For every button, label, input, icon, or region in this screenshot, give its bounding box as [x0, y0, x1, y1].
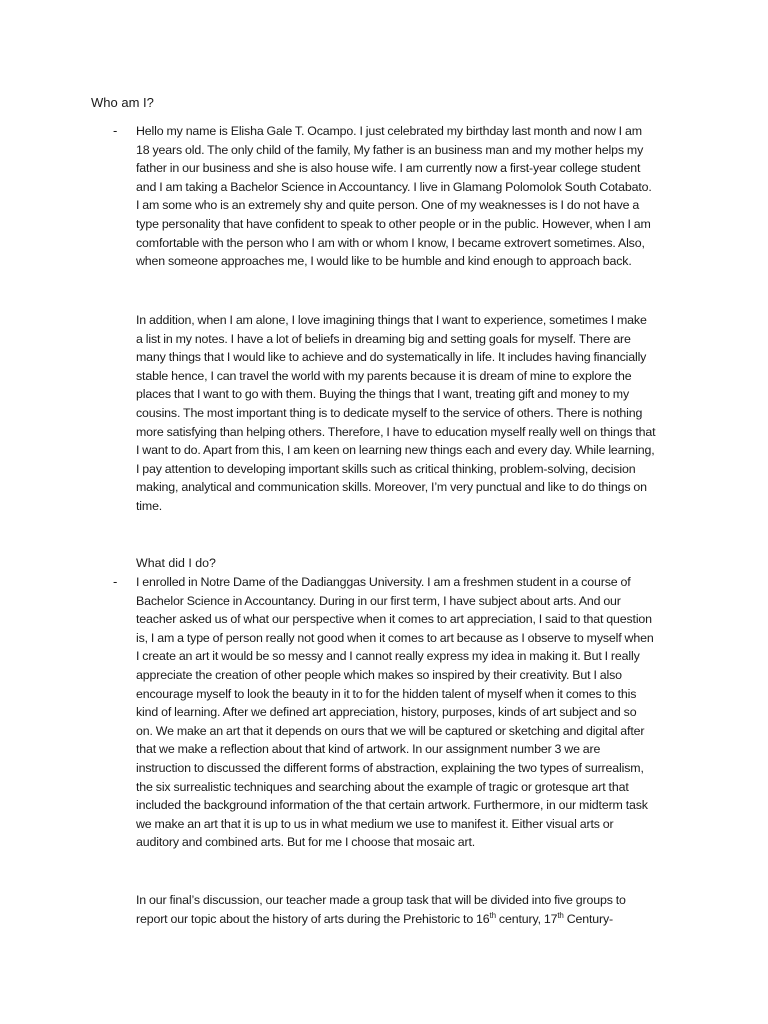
paragraph-goals: In addition, when I am alone, I love imagining things that I want to experience, sometimes I make a list in my notes. I have a lot of beliefs in dreaming big and setting goals for myself. There are many things that I would like to achieve and do systematically in life. It includes having financially stable hence, I can travel the world with my parents because it is dream of mine to explore the places that I want to go with them. Buying the things that I want, treating gift and money to my cousins. The most important thing is to dedicate myself to the service of others. There is nothing more satisfying than helping others. Therefore, I have to education myself really well on things that I want to do. Apart from this, I am keen on learning new things each and every day. While learning, I pay attention to developing important skills such as critical thinking, problem-solving, decision making, analytical and communication skills. Moreover, I’m very punctual and like to do things on time.: [136, 313, 656, 513]
finals-text-middle: century, 17: [495, 911, 558, 926]
superscript-ordinal: th: [557, 910, 564, 920]
paragraph-enrollment: I enrolled in Notre Dame of the Dadianggas University. I am a freshmen student in a course of Bachelor Science in Accountancy. During in our first term, I have subject about arts. And our teacher asked us of what our perspective when it comes to art appreciation, I said to that question is, I am a type of person really not good when it comes to art because as I observe to myself when I create an art it would be so messy and I cannot really express my idea in making it. But I really appreciate the creation of other people which makes so inspired by their creativity. But I also encourage myself to look the beauty in it to for the hidden talent of myself when it comes to this kind of learning. After we defined art appreciation, history, purposes, kinds of art subject and so on. We make an art that it depends on ours that we will be captured or sketching and digital after that we make a reflection about that kind of artwork. In our assignment number 3 we are instruction to discussed the different forms of abstraction, explaining the two types of surrealism, the six surrealistic techniques and searching about the example of tragic or grotesque art that included the background information of the that certain artwork. Furthermore, in our midterm task we make an art that it is up to us in what medium we use to manifest it. Either visual arts or auditory and combined arts. But for me I choose that mosaic art.: [136, 575, 654, 850]
finals-text-start: In our final’s discussion, our teacher made a group task that will be divided into five groups to report our topic about the history of arts during the Prehistoric to 16: [136, 893, 626, 926]
bullet-dash: -: [113, 574, 118, 589]
bullet-dash: -: [113, 123, 118, 138]
superscript-ordinal: th: [489, 910, 496, 920]
paragraph-introduction: Hello my name is Elisha Gale T. Ocampo. I just celebrated my birthday last month and now I am 18 years old. The only child of the family, My father is an business man and my mother helps my father in our business and she is also house wife. I am currently now a first-year college student and I am taking a Bachelor Science in Accountancy. I live in Glamang Polomolok South Cotabato. I am some who is an extremely shy and quite person. One of my weaknesses is I do not have a type personality that have confident to speak to other people or in the public. However, when I am comfortable with the person who I am with or whom I know, I became extrovert sometimes. Also, when someone approaches me, I would like to be humble and kind enough to approach back.: [136, 124, 652, 269]
section-heading-who-am-i: Who am I?: [91, 95, 154, 110]
section-heading-what-did-i-do: What did I do?: [136, 556, 216, 570]
finals-text-end: Century-: [563, 911, 614, 926]
paragraph-finals-discussion: [136, 891, 656, 928]
